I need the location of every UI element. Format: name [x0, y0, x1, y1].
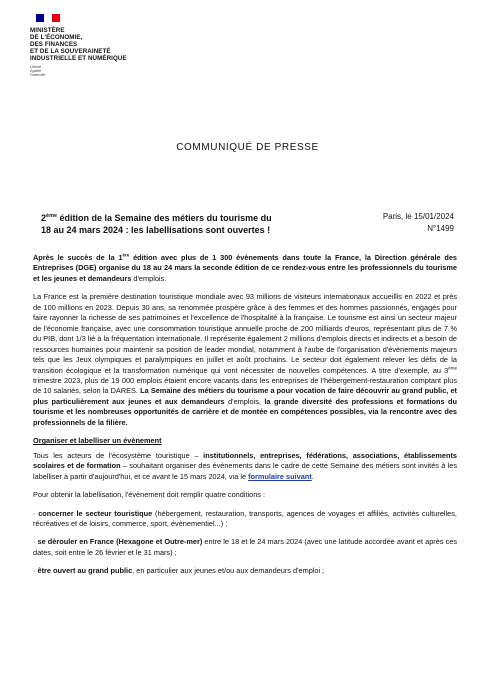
condition-item: · concerner le secteur touristique (hébergement, restauration, transports, agences de voyages et affiliés, activités culturelles, récréatives et de loisirs, commerce, sport, évènementiel...) ; [33, 508, 457, 528]
motto-line: Égalité [30, 69, 41, 74]
ministry-line: DE L'ÉCONOMIE, [30, 34, 83, 41]
ministry-line: INDUSTRIELLE ET NUMÉRIQUE [30, 55, 127, 62]
headline-text: édition de la Semaine des métiers du tourisme du 18 au 24 mars 2024 : les labellisations sont ouvertes ! [41, 213, 272, 235]
context-sup: ème [448, 365, 457, 371]
ministry-line: ET DE LA SOUVERAINETÉ [30, 48, 111, 55]
organize-text-c: – souhaitant organiser des évènements dans le cadre de cette Semaine des métiers sont invités à les labelliser à partir d'aujourd'hui, et ce avant le 15 mars 2024, via le [33, 461, 457, 481]
section-heading: Organiser et labelliser un évènement [33, 436, 162, 446]
press-release-headline [41, 211, 281, 236]
context-text-d: d'emplois, [224, 396, 265, 406]
organize-text-d: . [311, 471, 314, 481]
organize-text-b: institutionnels, entreprises, fédérations, associations, établissements scolaires et de formation [33, 450, 458, 471]
french-flag-icon [36, 14, 60, 22]
condition-bold: se dérouler en France (Hexagone et Outre-mer) [37, 537, 203, 547]
intro-text-b: édition avec plus de 1 300 évènements dans toute la France, la Direction générale des Entreprises (DGE) organise du 18 au 24 mars la seconde édition de ce rendez-vous entre les professionnels du tourisme et les jeunes et demandeurs [33, 253, 457, 283]
headline-ordinal: 2 [41, 213, 47, 223]
motto-line: Fraternité [30, 73, 46, 78]
ministry-name [30, 27, 127, 62]
form-link[interactable]: formulaire suivant [248, 471, 312, 481]
date-block [330, 211, 454, 235]
motto-line: Liberté [30, 65, 41, 69]
intro-paragraph [33, 253, 457, 284]
condition-item: · se dérouler en France (Hexagone et Outre-mer) entre le 18 et le 24 mars 2024 (avec une latitude accordée avant et après ces dates, soit entre le 26 février et le 31 mars) ; [33, 537, 457, 557]
release-number: N°1499 [427, 224, 454, 233]
organize-text-a: Tous les acteurs de l'écosystème touristique – [33, 450, 204, 460]
document-body [33, 253, 457, 585]
intro-text-a: Après le succès de la 1 [33, 253, 123, 262]
context-text-e: la grande diversité des professions et formations du tourisme et les nombreuses opportunités de carrière et de montée en compétences possibles, via la rencontre avec des professionnels de la filière. [33, 396, 457, 427]
intro-text-c: d'emplois. [131, 273, 167, 283]
context-text-b: trimestre 2023, plus de 19 000 emplois étaient encore vacants dans les entreprises de l'hébergement-restauration comptant plus de 10 salariés, selon la DARES. [33, 375, 457, 396]
condition-text: , en particulier aux jeunes et/ou aux demandeurs d'emploi ; [132, 566, 325, 576]
ministry-line: DES FINANCES [30, 41, 78, 48]
organize-paragraph [33, 451, 457, 482]
condition-bold: concerner le secteur touristique [38, 508, 153, 518]
context-paragraph [33, 292, 457, 428]
condition-text: entre le 18 et le 24 mars 2024 (avec une latitude accordée avant et après ces dates, soit entre le 26 février et le 31 mars) ; [33, 537, 457, 557]
release-date: Paris, le 15/01/2024 [382, 212, 454, 221]
intro-sup: ère [122, 252, 130, 258]
ministry-line: MINISTÈRE [30, 27, 65, 34]
condition-bold: être ouvert au grand public [37, 566, 133, 576]
headline-ordinal-suffix: ème [46, 213, 58, 219]
document-type: COMMUNIQUÉ DE PRESSE [176, 142, 319, 153]
condition-text: (hébergement, restauration, transports, agences de voyages et affiliés, activités culturelles, récréatives et de loisirs, commerce, sport, évènementiel...) ; [33, 508, 457, 528]
context-text-c: La Semaine des métiers du tourisme a pour vocation de faire découvrir au grand public, et plus particulièrement aux jeunes et aux demandeurs [33, 386, 457, 406]
republic-motto [30, 65, 127, 78]
ministry-logo [30, 14, 127, 78]
conditions-intro: Pour obtenir la labellisation, l'évènement doit remplir quatre conditions : [33, 490, 266, 500]
condition-item: · être ouvert au grand public, en particulier aux jeunes et/ou aux demandeurs d'emploi ; [33, 566, 325, 576]
context-text-a: La France est la première destination touristique mondiale avec 93 millions de visiteurs internationaux accueillis en 2022 et près de 100 millions en 2023. Depuis 30 ans, sa renommée prospère grâce à des femmes et des hommes passionnés, engagés pour faire rayonner la richesse de ses patrimoines et l'excellence de l'hospitalité à la française. Le tourisme est ainsi un secteur majeur de l'économie française, avec une consommation touristique annuelle proche de 200 milliards d'euros, représentant plus de 7 % du PIB, dont 1/3 lié à la fréquentation internationale. Il représente également 2 millions d'emplois directs et indirects et a besoin de ressources humaines pour maintenir sa position de leader mondial, notamment à l'aube de l'organisation d'évènements majeurs tels que les Jeux olympiques et paralympiques en juillet et août prochains. Le secteur doit également relever les défis de la transition écologique et la transformation numérique qui vont nécessiter de nouvelles compétences. A titre d'exemple, au 3 [33, 292, 457, 375]
